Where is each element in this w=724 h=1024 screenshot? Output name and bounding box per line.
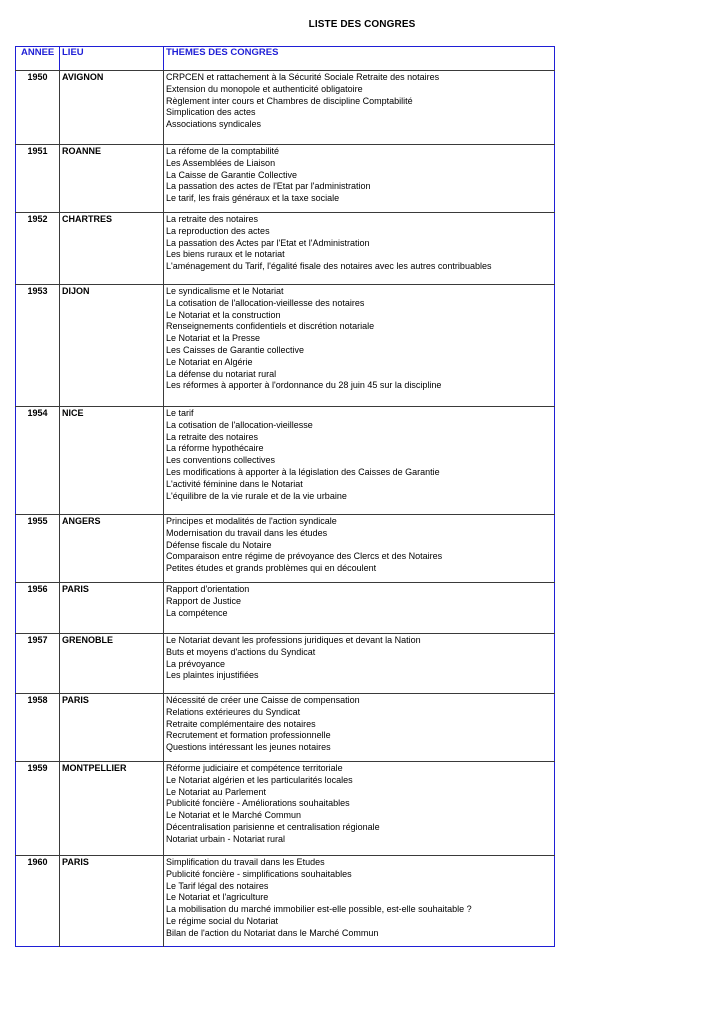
row-year: 1952 xyxy=(16,213,60,285)
row-themes xyxy=(164,583,555,634)
row-place: NICE xyxy=(60,407,164,515)
theme-line: Le Notariat et l'agriculture xyxy=(166,892,269,903)
theme-line: Les modifications à apporter à la législation des Caisses de Garantie xyxy=(166,466,440,477)
row-place: PARIS xyxy=(60,694,164,762)
theme-line: La retraite des notaires xyxy=(166,431,259,442)
theme-line: Réforme judiciaire et compétence territoriale xyxy=(166,763,343,773)
theme-line: Les plaintes injustifiées xyxy=(166,670,259,681)
congress-table xyxy=(15,46,555,947)
theme-line: Le tarif xyxy=(166,408,194,418)
theme-line: Extension du monopole et authenticité obligatoire xyxy=(166,83,363,94)
theme-line: Comparaison entre régime de prévoyance des Clercs et des Notaires xyxy=(166,551,443,562)
table-row xyxy=(16,407,555,515)
row-themes xyxy=(164,856,555,947)
header-place: LIEU xyxy=(60,47,164,71)
row-themes xyxy=(164,285,555,407)
theme-line: Nécessité de créer une Caisse de compensation xyxy=(166,695,360,705)
theme-line: Bilan de l'action du Notariat dans le Marché Commun xyxy=(166,927,379,938)
theme-line: Le Notariat et la Presse xyxy=(166,333,261,344)
row-year: 1955 xyxy=(16,515,60,583)
theme-line: Relations extérieures du Syndicat xyxy=(166,706,301,717)
theme-line: La cotisation de l'allocation-vieillesse des notaires xyxy=(166,297,365,308)
theme-line: La passation des actes de l'Etat par l'administration xyxy=(166,181,371,192)
theme-line: Le Tarif légal des notaires xyxy=(166,880,269,891)
table-row xyxy=(16,762,555,856)
theme-line: Petites études et grands problèmes qui en découlent xyxy=(166,563,377,574)
row-year: 1951 xyxy=(16,145,60,213)
row-place: AVIGNON xyxy=(60,71,164,145)
row-themes xyxy=(164,762,555,856)
theme-line: La réforme hypothécaire xyxy=(166,443,264,454)
theme-line: CRPCEN et rattachement à la Sécurité Sociale Retraite des notaires xyxy=(166,72,440,82)
row-year: 1958 xyxy=(16,694,60,762)
table-row xyxy=(16,145,555,213)
theme-line: Règlement inter cours et Chambres de discipline Comptabilité xyxy=(166,95,413,106)
row-themes xyxy=(164,213,555,285)
row-place: MONTPELLIER xyxy=(60,762,164,856)
theme-line: Questions intéressant les jeunes notaires xyxy=(166,742,331,753)
row-themes xyxy=(164,145,555,213)
row-year: 1957 xyxy=(16,634,60,694)
theme-line: Les Assemblées de Liaison xyxy=(166,157,276,168)
row-place: GRENOBLE xyxy=(60,634,164,694)
theme-line: Défense fiscale du Notaire xyxy=(166,539,272,550)
theme-line: Recrutement et formation professionnelle xyxy=(166,730,331,741)
theme-line: La compétence xyxy=(166,607,228,618)
row-themes xyxy=(164,71,555,145)
theme-line: Le Notariat au Parlement xyxy=(166,786,267,797)
theme-line: La passation des Actes par l'Etat et l'Administration xyxy=(166,237,370,248)
theme-line: La cotisation de l'allocation-vieillesse xyxy=(166,419,313,430)
row-year: 1960 xyxy=(16,856,60,947)
header-themes: THEMES DES CONGRES xyxy=(164,47,555,71)
theme-line: La reproduction des actes xyxy=(166,225,270,236)
theme-line: Rapport de Justice xyxy=(166,595,242,606)
theme-line: La défense du notariat rural xyxy=(166,368,277,379)
table-row xyxy=(16,285,555,407)
row-year: 1953 xyxy=(16,285,60,407)
theme-line: Les Caisses de Garantie collective xyxy=(166,344,305,355)
table-row xyxy=(16,213,555,285)
theme-line: Simplication des actes xyxy=(166,107,256,118)
theme-line: L'aménagement du Tarif, l'égalité fisale des notaires avec les autres contribuables xyxy=(166,261,492,272)
theme-line: La mobilisation du marché immobilier est-elle possible, est-elle souhaitable ? xyxy=(166,904,472,915)
theme-line: Simplification du travail dans les Etudes xyxy=(166,857,325,867)
theme-line: Associations syndicales xyxy=(166,119,262,130)
theme-line: Publicité foncière - simplifications souhaitables xyxy=(166,868,352,879)
theme-line: Buts et moyens d'actions du Syndicat xyxy=(166,646,316,657)
table-row xyxy=(16,583,555,634)
page-title: LISTE DES CONGRES xyxy=(308,19,416,30)
theme-line: L'équilibre de la vie rurale et de la vie urbaine xyxy=(166,490,347,501)
row-themes xyxy=(164,634,555,694)
table-row xyxy=(16,634,555,694)
theme-line: Le régime social du Notariat xyxy=(166,915,279,926)
theme-line: Le syndicalisme et le Notariat xyxy=(166,286,284,296)
table-row xyxy=(16,856,555,947)
theme-line: La Caisse de Garantie Collective xyxy=(166,169,298,180)
row-year: 1954 xyxy=(16,407,60,515)
row-themes xyxy=(164,515,555,583)
theme-line: Modernisation du travail dans les études xyxy=(166,527,328,538)
theme-line: Les réformes à apporter à l'ordonnance du 28 juin 45 sur la discipline xyxy=(166,380,442,391)
theme-line: Le Notariat algérien et les particularités locales xyxy=(166,774,353,785)
theme-line: Notariat urbain - Notariat rural xyxy=(166,833,286,844)
row-themes xyxy=(164,694,555,762)
row-year: 1956 xyxy=(16,583,60,634)
theme-line: L'activité féminine dans le Notariat xyxy=(166,478,303,489)
row-place: ANGERS xyxy=(60,515,164,583)
row-place: CHARTRES xyxy=(60,213,164,285)
theme-line: Le Notariat devant les professions juridiques et devant la Nation xyxy=(166,635,421,645)
theme-line: La réfome de la comptabilité xyxy=(166,146,280,156)
theme-line: La prévoyance xyxy=(166,658,226,669)
row-year: 1959 xyxy=(16,762,60,856)
theme-line: Le Notariat et le Marché Commun xyxy=(166,810,302,821)
table-row xyxy=(16,515,555,583)
theme-line: Les conventions collectives xyxy=(166,455,276,466)
row-place: PARIS xyxy=(60,856,164,947)
row-place: ROANNE xyxy=(60,145,164,213)
row-year: 1950 xyxy=(16,71,60,145)
table-row xyxy=(16,694,555,762)
theme-line: Publicité foncière - Améliorations souhaitables xyxy=(166,798,350,809)
header-year: ANNEE xyxy=(16,47,60,71)
theme-line: Rapport d'orientation xyxy=(166,584,250,594)
theme-line: Retraite complémentaire des notaires xyxy=(166,718,316,729)
theme-line: La retraite des notaires xyxy=(166,214,259,224)
theme-line: Le Notariat en Algérie xyxy=(166,356,253,367)
theme-line: Renseignements confidentiels et discrétion notariale xyxy=(166,321,375,332)
theme-line: Le tarif, les frais généraux et la taxe sociale xyxy=(166,193,340,204)
row-place: DIJON xyxy=(60,285,164,407)
theme-line: Décentralisation parisienne et centralisation régionale xyxy=(166,821,380,832)
theme-line: Principes et modalités de l'action syndicale xyxy=(166,516,337,526)
row-place: PARIS xyxy=(60,583,164,634)
row-themes xyxy=(164,407,555,515)
theme-line: Les biens ruraux et le notariat xyxy=(166,249,285,260)
theme-line: Le Notariat et la construction xyxy=(166,309,281,320)
table-header-row xyxy=(16,47,555,71)
table-row xyxy=(16,71,555,145)
